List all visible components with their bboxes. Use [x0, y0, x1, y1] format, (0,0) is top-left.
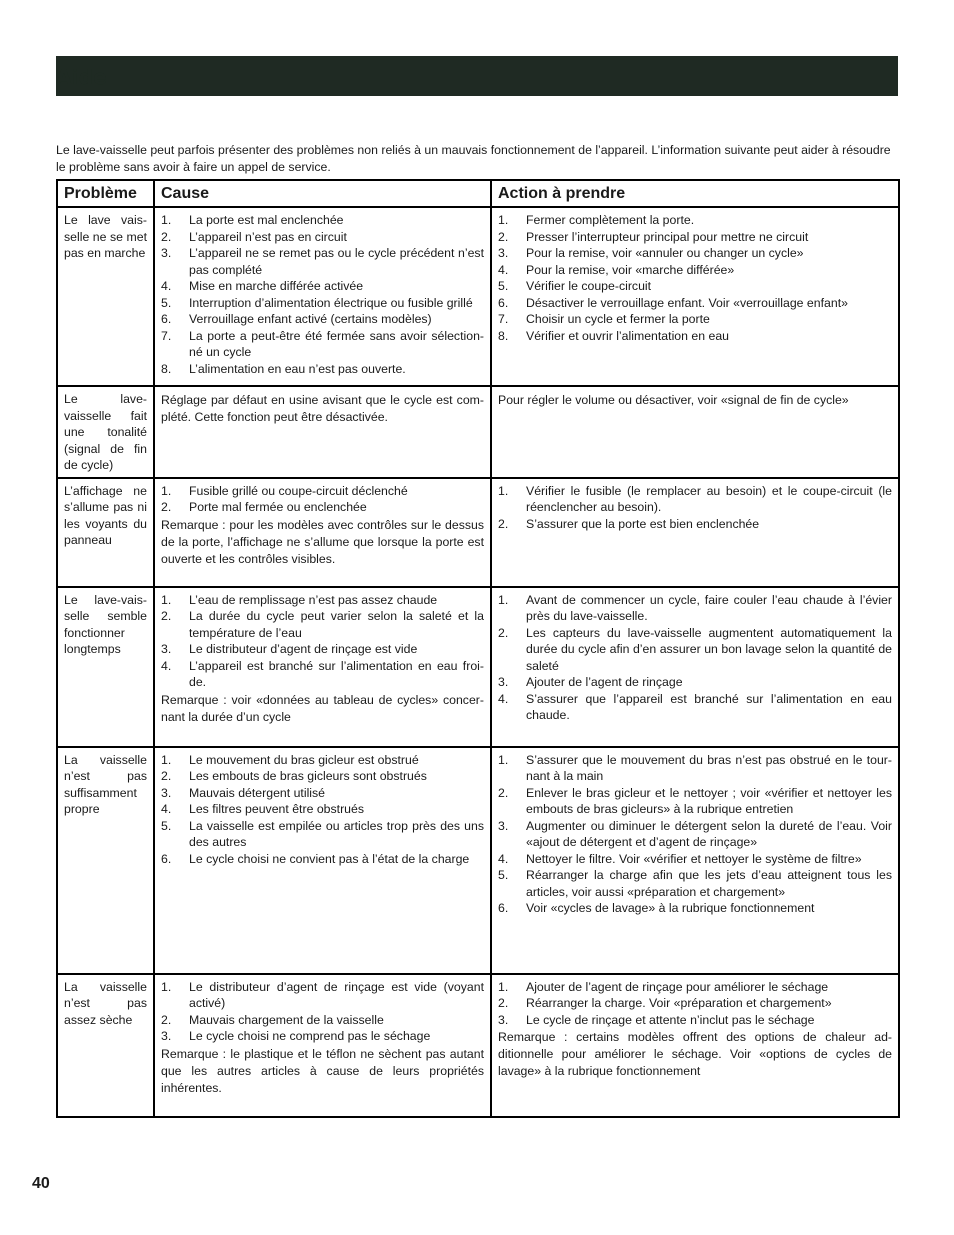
list-item-text: Verrouillage enfant activé (certains modèles) [189, 312, 432, 326]
list-item-text: La porte a peut-être été fermée sans avoir sélection-né un cycle [189, 328, 484, 359]
list-item [161, 785, 484, 802]
list-item-text: La durée du cycle peut varier selon la saleté et la température de l’eau [189, 609, 484, 640]
list-item [498, 818, 892, 851]
list-item-number: 2. [498, 229, 509, 244]
action-cell [491, 478, 899, 587]
list-item [161, 801, 484, 818]
list-item-number: 5. [161, 818, 172, 833]
list-item [161, 295, 484, 312]
header-problem: Problème [57, 180, 154, 207]
list-item-number: 3. [498, 246, 509, 260]
list-item-number: 6. [161, 312, 172, 326]
list-item-text: Vérifier le fusible (le remplacer au besoin) et le coupe-circuit (le réenclencher au besoin). [526, 483, 892, 514]
list-item-number: 2. [498, 996, 509, 1010]
list-item-text: Les embouts de bras gicleurs sont obstrués [189, 769, 427, 783]
list-item-text: Les filtres peuvent être obstrués [189, 802, 364, 816]
list-item-number: 4. [498, 691, 509, 706]
problem-cell: Le lave vais-selle ne se met pas en marche [57, 207, 154, 386]
list-item [498, 851, 892, 868]
list-item-number: 3. [161, 246, 172, 260]
list-item-text: S’assurer que l’appareil est branché sur l’alimentation en eau chaude. [526, 691, 892, 722]
list-item-text: S’assurer que le mouvement du bras n’est pas obstrué en le tour-nant à la main [526, 752, 892, 783]
list-item-text: Augmenter ou diminuer le détergent selon la dureté de l’eau. Voir «ajout de détergent et d’agent de rinçage» [526, 818, 892, 849]
page-title: Aide [56, 65, 108, 89]
list-item [498, 1012, 892, 1029]
action-cell [491, 386, 899, 478]
header-action: Action à prendre [491, 180, 899, 207]
list-item-text: S’assurer que la porte est bien enclenchée [526, 516, 760, 531]
list-item-number: 5. [498, 279, 509, 293]
list-item-number: 4. [161, 802, 172, 816]
list-item [161, 499, 484, 516]
list-item-text: Le distributeur d’agent de rinçage est vide [189, 642, 418, 656]
list-item-text: Ajouter de l’agent de rinçage pour améliorer le séchage [526, 979, 829, 994]
list-item [161, 768, 484, 785]
list-item-text: Pour la remise, voir «marche différée» [526, 262, 735, 277]
list-item-number: 6. [498, 901, 509, 915]
list-item-number: 4. [498, 851, 509, 866]
list-item [161, 979, 484, 1012]
action-list [498, 592, 892, 724]
list-item-text: L’alimentation en eau n’est pas ouverte. [189, 361, 406, 376]
list-item-number: 1. [161, 483, 172, 498]
list-item-number: 8. [498, 328, 509, 343]
list-item-number: 1. [161, 752, 172, 767]
list-item-text: Avant de commencer un cycle, faire couler l’eau chaude à l’évier près du lave-vaisselle. [526, 592, 892, 623]
list-item [498, 295, 892, 312]
list-item-text: Nettoyer le filtre. Voir «vérifier et nettoyer le système de filtre» [526, 851, 862, 866]
cause-cell [154, 386, 491, 478]
list-item-number: 1. [161, 213, 172, 227]
cause-note: Remarque : voir «données au tableau de cycles» concer-nant la durée d’un cycle [161, 692, 484, 724]
problem-cell: Le lave-vais-selle semble fonctionner longtemps [57, 587, 154, 747]
action-list [498, 483, 892, 533]
list-item-number: 3. [498, 1012, 509, 1027]
list-item-text: Interruption d’alimentation électrique ou fusible grillé [189, 295, 473, 310]
page-number: 40 [32, 1175, 50, 1192]
cause-list [161, 212, 484, 377]
list-item-text: Vérifier et ouvrir l’alimentation en eau [526, 328, 730, 343]
list-item-number: 1. [161, 592, 172, 607]
list-item-number: 1. [498, 213, 509, 227]
list-item [161, 278, 484, 295]
problem-cell: L’affichage ne s’allume pas ni les voyants du panneau [57, 478, 154, 587]
action-cell [491, 207, 899, 386]
header-cause: Cause [154, 180, 491, 207]
list-item [161, 1012, 484, 1029]
list-item-text: L’appareil ne se remet pas ou le cycle précédent n’est pas complété [189, 246, 484, 277]
list-item-number: 4. [161, 279, 172, 293]
list-item [161, 361, 484, 378]
list-item [161, 229, 484, 246]
list-item-number: 3. [161, 642, 172, 656]
list-item [498, 752, 892, 785]
intro-paragraph: Le lave-vaisselle peut parfois présenter des problèmes non reliés à un mauvais fonctionnement de l’appareil. L’information suivante peut aider à résoudre le problème sans avoir à faire un appel de service. [56, 143, 891, 174]
list-item [498, 328, 892, 345]
list-item-number: 1. [498, 752, 509, 767]
action-cell [491, 587, 899, 747]
list-item-text: La vaisselle est empilée ou articles trop près des uns des autres [189, 818, 484, 849]
list-item [498, 625, 892, 675]
list-item-text: L’appareil n’est pas en circuit [189, 229, 347, 244]
list-item-text: Porte mal fermée ou enclenchée [189, 500, 367, 514]
list-item [498, 979, 892, 996]
header-bar [56, 56, 898, 96]
cause-cell [154, 747, 491, 974]
list-item [498, 691, 892, 724]
list-item-number: 2. [498, 516, 509, 531]
table-body [57, 207, 899, 1117]
list-item-number: 2. [498, 785, 509, 800]
cause-cell [154, 587, 491, 747]
action-cell [491, 747, 899, 974]
table-row [57, 207, 899, 386]
list-item-text: Le distributeur d’agent de rinçage est vide (voyant activé) [189, 979, 484, 1010]
list-item-text: Le cycle choisi ne comprend pas le séchage [189, 1029, 431, 1043]
list-item-text: Choisir un cycle et fermer la porte [526, 312, 710, 326]
list-item-text: Fermer complètement la porte. [526, 213, 695, 227]
list-item [161, 212, 484, 229]
list-item-text: Enlever le bras gicleur et le nettoyer ; voir «vérifier et nettoyer les embouts de bras gicleurs» à la rubrique entretien [526, 785, 892, 816]
list-item-text: Les capteurs du lave-vaisselle augmentent automatiquement la durée du cycle afin d’en assurer un bon lavage selon la quantité de saleté [526, 625, 892, 673]
cause-list [161, 483, 484, 516]
list-item-number: 2. [161, 229, 172, 244]
list-item-number: 7. [498, 312, 509, 326]
list-item-text: Réarranger la charge afin que les jets d’eau atteignent tous les articles, voir aussi «préparation et chargement» [526, 868, 892, 899]
list-item [498, 674, 892, 691]
problem-cell: La vaisselle n’est pas assez sèche [57, 974, 154, 1117]
action-cell [491, 974, 899, 1117]
list-item-text: Vérifier le coupe-circuit [526, 279, 652, 293]
list-item-text: L’eau de remplissage n’est pas assez chaude [189, 592, 438, 607]
list-item [161, 483, 484, 500]
list-item-text: Le cycle choisi ne convient pas à l’état de la charge [189, 851, 470, 866]
list-item-text: Le cycle de rinçage et attente n’inclut pas le séchage [526, 1012, 815, 1027]
list-item-text: Fusible grillé ou coupe-circuit déclenché [189, 483, 408, 498]
list-item-text: La porte est mal enclenchée [189, 213, 344, 227]
cause-note: Remarque : pour les modèles avec contrôles sur le dessus de la porte, l’affichage ne s’allume que lorsque la porte est ouverte et les contrôles visibles. [161, 517, 484, 566]
action-note: Pour régler le volume ou désactiver, voir «signal de fin de cycle» [498, 393, 849, 407]
list-item-number: 6. [161, 851, 172, 866]
list-item [498, 592, 892, 625]
list-item [161, 608, 484, 641]
cause-note: Remarque : le plastique et le téflon ne sèchent pas autant que les autres articles à cause de leurs propriétés inhérentes. [161, 1046, 484, 1095]
action-list [498, 752, 892, 917]
list-item-number: 1. [498, 592, 509, 607]
cause-list [161, 752, 484, 868]
cause-cell [154, 478, 491, 587]
list-item [161, 592, 484, 609]
list-item [161, 658, 484, 691]
list-item-number: 6. [498, 295, 509, 310]
list-item-number: 2. [161, 769, 172, 783]
list-item-text: Le mouvement du bras gicleur est obstrué [189, 752, 419, 767]
list-item-number: 5. [161, 295, 172, 310]
list-item [498, 900, 892, 917]
list-item [498, 785, 892, 818]
list-item [498, 212, 892, 229]
list-item-text: Mauvais chargement de la vaisselle [189, 1012, 384, 1027]
list-item-text: Ajouter de l’agent de rinçage [526, 675, 683, 689]
list-item [161, 1028, 484, 1045]
table-row [57, 747, 899, 974]
action-list [498, 212, 892, 344]
list-item-number: 3. [161, 785, 172, 800]
troubleshooting-table [56, 179, 900, 1118]
list-item-number: 8. [161, 361, 172, 376]
list-item [161, 851, 484, 868]
list-item [161, 311, 484, 328]
list-item [498, 311, 892, 328]
list-item-number: 3. [161, 1029, 172, 1043]
table-row [57, 587, 899, 747]
list-item-number: 1. [498, 483, 509, 498]
list-item [498, 262, 892, 279]
list-item-number: 4. [498, 262, 509, 277]
cause-cell [154, 207, 491, 386]
list-item-text: Réarranger la charge. Voir «préparation et chargement» [526, 996, 832, 1010]
list-item [498, 278, 892, 295]
list-item [498, 483, 892, 516]
list-item [498, 867, 892, 900]
list-item [161, 641, 484, 658]
list-item-number: 7. [161, 328, 172, 343]
list-item-number: 1. [161, 979, 172, 994]
list-item-text: Presser l’interrupteur principal pour mettre ne circuit [526, 229, 809, 244]
list-item-text: Mise en marche différée activée [189, 279, 364, 293]
list-item [498, 516, 892, 533]
action-list [498, 979, 892, 1029]
list-item-number: 3. [498, 818, 509, 833]
action-note: Remarque : certains modèles offrent des options de chaleur ad-ditionnelle pour améliorer le séchage. Voir «options de cycles de lavage» à la rubrique fonctionnement [498, 1030, 892, 1078]
list-item-number: 4. [161, 658, 172, 673]
table-header-row [57, 180, 899, 207]
list-item-number: 5. [498, 868, 509, 882]
list-item [498, 995, 892, 1012]
list-item [498, 245, 892, 262]
cause-note: Réglage par défaut en usine avisant que le cycle est com-plété. Cette fonction peut être désactivée. [161, 393, 484, 424]
list-item [161, 245, 484, 278]
list-item-number: 3. [498, 675, 509, 689]
list-item-text: Désactiver le verrouillage enfant. Voir «verrouillage enfant» [526, 295, 848, 310]
cause-list [161, 592, 484, 691]
list-item-text: Voir «cycles de lavage» à la rubrique fonctionnement [526, 901, 815, 915]
cause-list [161, 979, 484, 1045]
list-item-number: 2. [498, 625, 509, 640]
list-item-number: 2. [161, 500, 172, 514]
table-row [57, 974, 899, 1117]
list-item-number: 1. [498, 979, 509, 994]
list-item-number: 2. [161, 609, 172, 623]
list-item [161, 818, 484, 851]
list-item [161, 328, 484, 361]
cause-cell [154, 974, 491, 1117]
list-item-text: L’appareil est branché sur l’alimentation en eau froi-de. [189, 658, 484, 689]
table-row [57, 386, 899, 478]
problem-cell: Le lave-vaisselle fait une tonalité (signal de fin de cycle) [57, 386, 154, 478]
table-row [57, 478, 899, 587]
list-item [498, 229, 892, 246]
list-item-text: Pour la remise, voir «annuler ou changer un cycle» [526, 246, 804, 260]
problem-cell: La vaisselle n’est pas suffisamment propre [57, 747, 154, 974]
list-item [161, 752, 484, 769]
list-item-number: 2. [161, 1012, 172, 1027]
list-item-text: Mauvais détergent utilisé [189, 785, 326, 800]
